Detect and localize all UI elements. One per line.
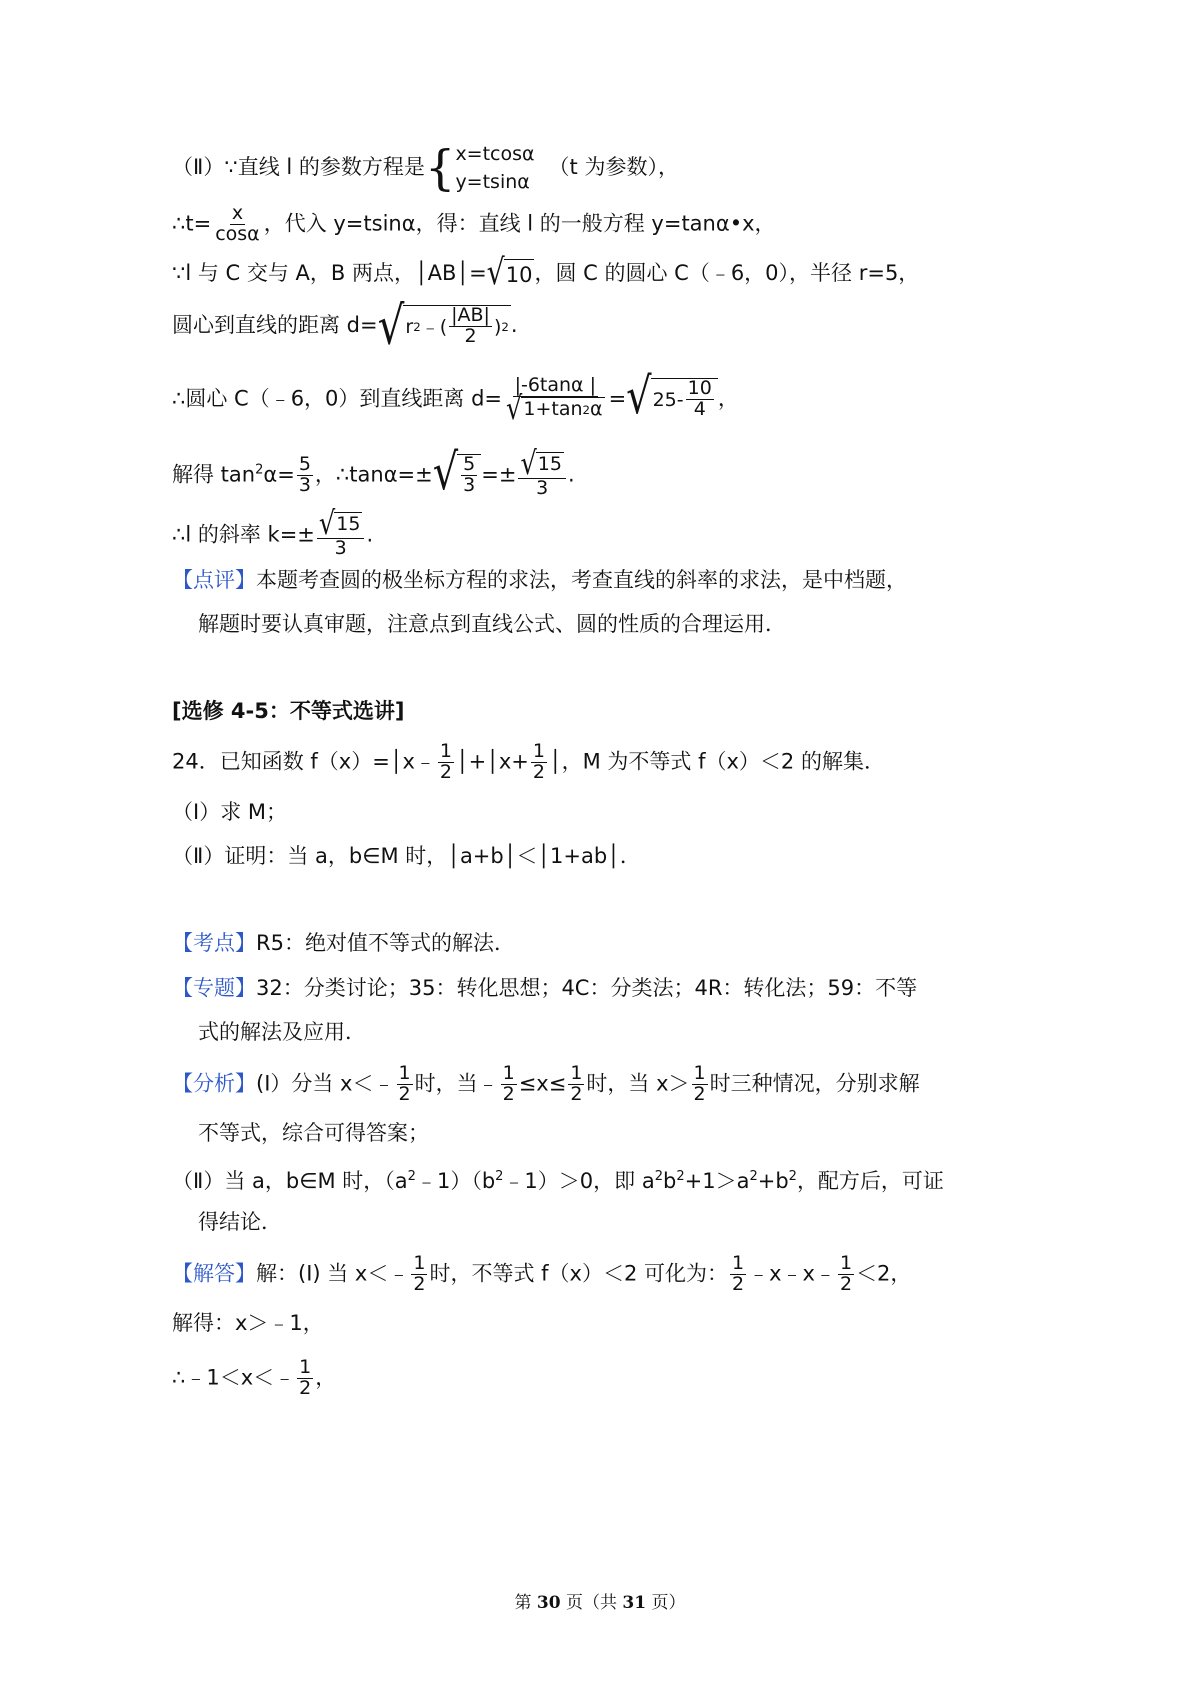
section-title: [选修 4-5：不等式选讲] — [172, 699, 405, 723]
exponent: 2 — [582, 403, 591, 418]
jieda-line-1 — [172, 1254, 911, 1295]
text: ∵l 与 C 交与 A，B 两点，│AB│= — [172, 261, 487, 285]
radicand: 15 — [536, 452, 564, 478]
numerator: 10 — [687, 377, 712, 400]
jieda-tag: 【解答】 — [172, 1261, 256, 1286]
jieda-line-2: 解得：x＞﹣1， — [172, 1311, 324, 1335]
text: +b — [757, 1169, 789, 1193]
alpha: α — [590, 398, 603, 421]
text: . — [366, 522, 374, 547]
fenxi-line-3 — [172, 1162, 944, 1196]
numerator: 1 — [693, 1062, 706, 1084]
fraction-half — [531, 742, 547, 783]
denominator: cosα — [215, 222, 260, 245]
parametric-system — [455, 140, 534, 196]
denominator: 2 — [570, 1082, 583, 1105]
solution-line-1 — [172, 140, 679, 196]
kaodian-line — [172, 928, 515, 958]
sqrt-5-over-3: √ $\frac{5}{3}$ — [433, 454, 482, 496]
exponent: 2 — [654, 1169, 663, 1184]
kaodian-tag: 【考点】 — [172, 931, 256, 955]
problem-24-part-2: （Ⅱ）证明：当 a，b∈M 时，│a+b│＜│1+ab│． — [172, 844, 641, 868]
sqrt-distance-formula: √ r 2 ﹣( $\frac{|AB|}{2}$ ) 2 — [377, 294, 509, 356]
fraction-half — [297, 1358, 313, 1399]
text: 时，不等式 f（x）＜2 可化为： — [429, 1261, 728, 1286]
text: 时三种情况，分别求解 — [709, 1071, 920, 1096]
numerator: x — [231, 202, 244, 224]
text: ，∴tanα=± — [314, 462, 433, 487]
numerator: 5 — [298, 452, 311, 475]
radicand: 10 — [504, 259, 535, 290]
denominator: 3 — [334, 536, 347, 559]
text: （t 为参数）， — [548, 155, 679, 179]
fraction-half — [568, 1064, 584, 1105]
fenxi-line-2: 不等式，综合可得答案； — [198, 1121, 429, 1145]
text: =± — [481, 462, 517, 487]
comment-tag: 【点评】 — [172, 568, 256, 592]
denominator: 2 — [398, 1082, 411, 1105]
fenxi-line-1 — [172, 1064, 920, 1105]
text: ∴圆心 C（﹣6，0）到直线距离 d= — [172, 386, 503, 411]
denominator: 2 — [731, 1272, 745, 1295]
text: ﹣x﹣x﹣ — [748, 1261, 836, 1286]
text: b — [662, 1169, 677, 1193]
text: ﹣( — [420, 315, 448, 338]
text: . — [567, 462, 575, 487]
zhuanti-line-2: 式的解法及应用． — [198, 1020, 366, 1044]
exponent: 2 — [501, 319, 509, 334]
footer-text: 页） — [646, 1593, 686, 1613]
fraction-sqrt15-3: √ 15 3 — [518, 452, 566, 499]
sqrt-10: √ 10 — [486, 250, 533, 293]
sqrt-25-minus: √ 25- $\frac{10}{4}$ — [626, 378, 718, 420]
numerator: 1 — [570, 1062, 583, 1084]
problem-24-part-1: （Ⅰ）求 M； — [172, 800, 287, 824]
text: 时，当﹣ — [414, 1071, 499, 1096]
r: r — [405, 315, 414, 338]
text: R5：绝对值不等式的解法． — [256, 931, 515, 955]
exponent: 2 — [255, 462, 264, 478]
eq-x: x=tcosα — [455, 143, 535, 165]
numerator: 5 — [463, 453, 476, 476]
denominator: 2 — [413, 1272, 426, 1295]
solution-line-5 — [172, 368, 739, 428]
denominator: 2 — [464, 325, 477, 347]
numerator: |AB| — [451, 304, 490, 327]
fenxi-line-4: 得结论． — [198, 1210, 282, 1234]
zhuanti-tag: 【专题】 — [172, 976, 256, 1000]
text: ﹣1）（b — [415, 1169, 496, 1193]
numerator: 1 — [532, 740, 545, 762]
eq-y: y=tsinα — [455, 171, 530, 193]
fenxi-tag: 【分析】 — [172, 1071, 256, 1096]
zhuanti-line-1 — [172, 973, 917, 1003]
numerator: 1 — [731, 1252, 745, 1274]
text: ﹣1）＞0，即 a — [503, 1169, 655, 1193]
text: +1＞a — [684, 1169, 750, 1193]
comment-text: 本题考查圆的极坐标方程的求法，考查直线的斜率的求法，是中档题， — [256, 568, 907, 592]
numerator: 1 — [439, 740, 452, 762]
text: （Ⅱ）∵直线 l 的参数方程是 — [172, 155, 425, 179]
fraction-x-over-cos — [213, 204, 262, 245]
numerator: 1 — [398, 1062, 411, 1084]
fraction-5-3 — [297, 452, 313, 496]
comment-line-2 — [198, 609, 786, 639]
text: 时，当 x＞ — [586, 1071, 690, 1096]
left-brace: { — [424, 140, 456, 196]
fraction-half — [501, 1064, 517, 1105]
footer-text: 第 — [514, 1593, 537, 1613]
comment-text: 解题时要认真审题，注意点到直线公式、圆的性质的合理运用． — [198, 612, 786, 636]
exponent: 2 — [495, 1169, 504, 1184]
text: ，配方后，可证 — [796, 1169, 944, 1193]
denominator: 2 — [502, 1082, 515, 1105]
denominator: 2 — [299, 1376, 312, 1399]
text: 32：分类讨论；35：转化思想；4C：分类法；4R：转化法；59：不等 — [256, 976, 918, 1000]
denominator: 3 — [536, 476, 549, 499]
text: ∴t= — [172, 211, 212, 236]
text: = — [608, 386, 627, 411]
text: （Ⅱ）当 a，b∈M 时，（a — [172, 1169, 408, 1193]
text: ∴l 的斜率 k=± — [172, 522, 315, 547]
denominator: 4 — [693, 398, 706, 421]
text: ＜2， — [856, 1261, 912, 1286]
jieda-line-3 — [172, 1358, 336, 1399]
solution-line-7 — [172, 505, 374, 559]
fraction-distance: |-6tanα | √ 1+tan 2 α — [506, 374, 603, 428]
numerator: 1 — [839, 1252, 853, 1274]
text: 24．已知函数 f（x）=│x﹣ — [172, 749, 436, 774]
fraction-half — [730, 1254, 746, 1295]
numerator: |-6tanα | — [514, 374, 597, 396]
solution-line-3 — [172, 250, 920, 293]
exponent: 2 — [788, 1169, 797, 1184]
text: │，M 为不等式 f（x）＜2 的解集． — [548, 749, 885, 774]
footer-text: 页（共 — [560, 1593, 623, 1613]
denominator: 1+tan — [523, 398, 583, 421]
exponent: 2 — [676, 1169, 685, 1184]
denominator: 2 — [693, 1082, 706, 1105]
exponent: 2 — [407, 1169, 416, 1184]
total-pages: 31 — [622, 1593, 647, 1613]
fraction-half — [692, 1064, 708, 1105]
text: (Ⅰ）分当 x＜﹣ — [256, 1071, 395, 1096]
numerator: 1 — [502, 1062, 515, 1084]
numerator: 1 — [299, 1356, 312, 1378]
fraction-half — [838, 1254, 854, 1295]
text: 解得 tan — [172, 462, 256, 487]
denominator: 2 — [839, 1272, 853, 1295]
problem-24-statement — [172, 742, 885, 783]
numerator: 1 — [413, 1252, 426, 1274]
fraction-half — [397, 1064, 413, 1105]
text: │+│x+ — [455, 749, 529, 774]
text: 解：(Ⅰ) 当 x＜﹣ — [256, 1261, 410, 1286]
page-number: 30 — [536, 1593, 561, 1613]
exponent: 2 — [413, 319, 421, 334]
text: α= — [263, 462, 295, 487]
text: 25- — [652, 388, 684, 411]
text: . — [510, 313, 518, 337]
solution-line-4 — [172, 294, 518, 356]
text: ，代入 y=tsinα，得：直线 l 的一般方程 y=tanα•x， — [263, 211, 776, 236]
denominator: 3 — [463, 474, 476, 497]
fraction-half — [411, 1254, 427, 1295]
text: ，圆 C 的圆心 C（﹣6，0），半径 r=5， — [534, 261, 920, 285]
denominator: 2 — [532, 760, 545, 783]
denominator: 3 — [298, 473, 311, 496]
text: ， — [315, 1365, 337, 1390]
radicand: 15 — [334, 512, 362, 538]
solution-line-2 — [172, 204, 776, 245]
text: 圆心到直线的距离 d= — [172, 313, 378, 337]
text: ≤x≤ — [518, 1071, 567, 1096]
comment-line-1 — [172, 565, 907, 595]
fraction-sqrt15-3: √ 15 3 — [317, 512, 365, 559]
text: ) — [493, 315, 502, 338]
text: ， — [717, 386, 739, 411]
text: ∴﹣1＜x＜﹣ — [172, 1365, 296, 1390]
exponent: 2 — [749, 1169, 758, 1184]
denominator: 2 — [439, 760, 452, 783]
solution-line-6 — [172, 444, 575, 502]
page-footer — [0, 1588, 1200, 1613]
fraction-half — [438, 742, 454, 783]
